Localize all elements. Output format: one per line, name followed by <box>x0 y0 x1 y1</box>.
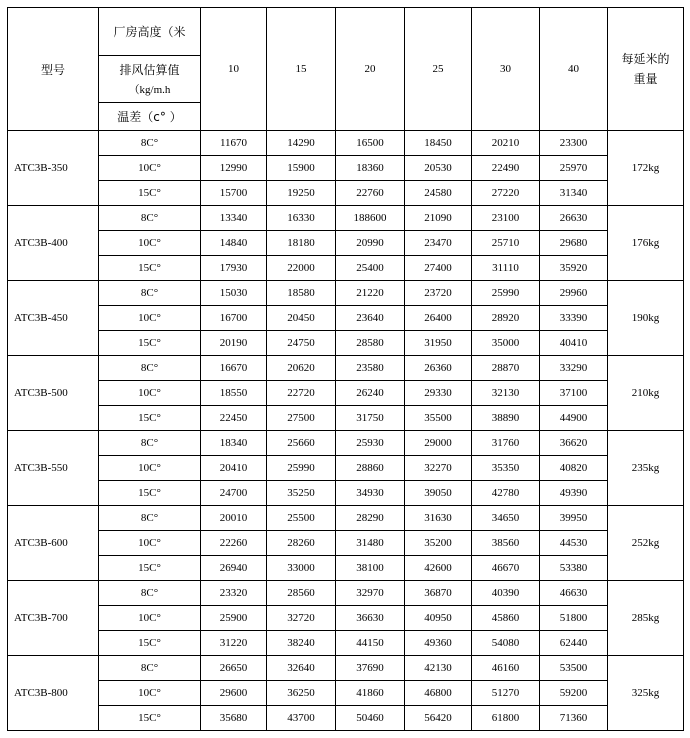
exhaust-value-cell: 15900 <box>267 156 336 181</box>
exhaust-value-cell: 45860 <box>472 606 540 631</box>
exhaust-value-cell: 28290 <box>336 506 405 531</box>
exhaust-value-cell: 56420 <box>405 706 472 731</box>
exhaust-value-cell: 28870 <box>472 356 540 381</box>
exhaust-value-cell: 46670 <box>472 556 540 581</box>
exhaust-value-cell: 22490 <box>472 156 540 181</box>
exhaust-value-cell: 20450 <box>267 306 336 331</box>
exhaust-value-cell: 27400 <box>405 256 472 281</box>
exhaust-value-cell: 22760 <box>336 181 405 206</box>
exhaust-value-cell: 62440 <box>540 631 608 656</box>
exhaust-value-cell: 25710 <box>472 231 540 256</box>
exhaust-value-cell: 35250 <box>267 481 336 506</box>
exhaust-value-cell: 14840 <box>201 231 267 256</box>
exhaust-value-cell: 26240 <box>336 381 405 406</box>
exhaust-value-cell: 49390 <box>540 481 608 506</box>
table-row <box>8 581 684 606</box>
exhaust-value-cell: 23300 <box>540 131 608 156</box>
exhaust-value-cell: 42600 <box>405 556 472 581</box>
exhaust-value-cell: 27220 <box>472 181 540 206</box>
exhaust-value-cell: 18450 <box>405 131 472 156</box>
exhaust-value-cell: 36630 <box>336 606 405 631</box>
exhaust-value-cell: 20010 <box>201 506 267 531</box>
exhaust-value-cell: 31630 <box>405 506 472 531</box>
table-row <box>8 431 684 456</box>
exhaust-value-cell: 22260 <box>201 531 267 556</box>
exhaust-value-cell: 49360 <box>405 631 472 656</box>
exhaust-value-cell: 12990 <box>201 156 267 181</box>
exhaust-value-cell: 23720 <box>405 281 472 306</box>
table-row <box>8 506 684 531</box>
exhaust-value-cell: 23580 <box>336 356 405 381</box>
exhaust-value-cell: 20190 <box>201 331 267 356</box>
exhaust-value-cell: 24750 <box>267 331 336 356</box>
temp-diff-cell: 8C° <box>99 356 201 381</box>
exhaust-value-cell: 14290 <box>267 131 336 156</box>
exhaust-value-cell: 23640 <box>336 306 405 331</box>
temp-diff-cell: 10C° <box>99 531 201 556</box>
exhaust-value-cell: 11670 <box>201 131 267 156</box>
exhaust-value-cell: 38240 <box>267 631 336 656</box>
temp-diff-cell: 8C° <box>99 581 201 606</box>
model-name-cell: ATC3B-500 <box>8 356 99 431</box>
exhaust-value-cell: 46630 <box>540 581 608 606</box>
exhaust-value-cell: 61800 <box>472 706 540 731</box>
exhaust-value-cell: 31110 <box>472 256 540 281</box>
exhaust-value-cell: 40820 <box>540 456 608 481</box>
weight-cell: 325kg <box>608 656 684 731</box>
exhaust-value-cell: 26940 <box>201 556 267 581</box>
weight-cell: 210kg <box>608 356 684 431</box>
exhaust-value-cell: 31480 <box>336 531 405 556</box>
temp-diff-cell: 10C° <box>99 306 201 331</box>
exhaust-value-cell: 29330 <box>405 381 472 406</box>
temp-diff-cell: 15C° <box>99 331 201 356</box>
table-row <box>8 706 684 731</box>
temp-diff-cell: 15C° <box>99 556 201 581</box>
exhaust-value-cell: 25970 <box>540 156 608 181</box>
exhaust-value-cell: 23100 <box>472 206 540 231</box>
exhaust-value-cell: 38560 <box>472 531 540 556</box>
exhaust-value-cell: 20530 <box>405 156 472 181</box>
exhaust-value-cell: 39050 <box>405 481 472 506</box>
exhaust-value-cell: 25990 <box>472 281 540 306</box>
exhaust-value-cell: 35500 <box>405 406 472 431</box>
exhaust-value-cell: 22450 <box>201 406 267 431</box>
exhaust-value-cell: 31760 <box>472 431 540 456</box>
weight-cell: 190kg <box>608 281 684 356</box>
table-row <box>8 606 684 631</box>
exhaust-value-cell: 29000 <box>405 431 472 456</box>
exhaust-value-cell: 44530 <box>540 531 608 556</box>
exhaust-value-cell: 51800 <box>540 606 608 631</box>
table-row <box>8 356 684 381</box>
exhaust-value-cell: 24700 <box>201 481 267 506</box>
exhaust-value-cell: 22000 <box>267 256 336 281</box>
height-header: 厂房高度（米 <box>99 8 201 56</box>
exhaust-value-cell: 20990 <box>336 231 405 256</box>
table-row <box>8 331 684 356</box>
exhaust-value-cell: 15030 <box>201 281 267 306</box>
model-header: 型号 <box>8 8 99 131</box>
temp-diff-cell: 15C° <box>99 256 201 281</box>
exhaust-value-cell: 35200 <box>405 531 472 556</box>
exhaust-value-cell: 38100 <box>336 556 405 581</box>
exhaust-value-cell: 21090 <box>405 206 472 231</box>
exhaust-value-cell: 31220 <box>201 631 267 656</box>
height-header-15: 15 <box>267 8 336 131</box>
temp-header: 温差（c° ） <box>99 103 201 131</box>
temp-diff-cell: 10C° <box>99 381 201 406</box>
exhaust-header <box>99 56 201 103</box>
exhaust-value-cell: 33390 <box>540 306 608 331</box>
table-row <box>8 381 684 406</box>
exhaust-value-cell: 35920 <box>540 256 608 281</box>
weight-cell: 252kg <box>608 506 684 581</box>
exhaust-value-cell: 42130 <box>405 656 472 681</box>
exhaust-value-cell: 34650 <box>472 506 540 531</box>
height-header-25: 25 <box>405 8 472 131</box>
exhaust-value-cell: 21220 <box>336 281 405 306</box>
exhaust-value-cell: 46160 <box>472 656 540 681</box>
exhaust-value-cell: 28560 <box>267 581 336 606</box>
exhaust-value-cell: 23470 <box>405 231 472 256</box>
model-name-cell: ATC3B-350 <box>8 131 99 206</box>
weight-header-line2: 重量 <box>633 72 658 86</box>
exhaust-value-cell: 31950 <box>405 331 472 356</box>
exhaust-value-cell: 25400 <box>336 256 405 281</box>
exhaust-value-cell: 41860 <box>336 681 405 706</box>
exhaust-value-cell: 23320 <box>201 581 267 606</box>
exhaust-value-cell: 34930 <box>336 481 405 506</box>
exhaust-value-cell: 28260 <box>267 531 336 556</box>
temp-diff-cell: 15C° <box>99 481 201 506</box>
height-header-20: 20 <box>336 8 405 131</box>
model-name-cell: ATC3B-400 <box>8 206 99 281</box>
exhaust-value-cell: 25500 <box>267 506 336 531</box>
table-row <box>8 556 684 581</box>
exhaust-value-cell: 25660 <box>267 431 336 456</box>
exhaust-value-cell: 53500 <box>540 656 608 681</box>
table-row <box>8 531 684 556</box>
temp-diff-cell: 10C° <box>99 156 201 181</box>
exhaust-value-cell: 16500 <box>336 131 405 156</box>
exhaust-value-cell: 28920 <box>472 306 540 331</box>
table-row <box>8 306 684 331</box>
temp-diff-cell: 15C° <box>99 181 201 206</box>
exhaust-value-cell: 18180 <box>267 231 336 256</box>
exhaust-value-cell: 32130 <box>472 381 540 406</box>
exhaust-value-cell: 18340 <box>201 431 267 456</box>
temp-diff-cell: 8C° <box>99 656 201 681</box>
table-row <box>8 681 684 706</box>
exhaust-value-cell: 16330 <box>267 206 336 231</box>
exhaust-value-cell: 42780 <box>472 481 540 506</box>
temp-diff-cell: 8C° <box>99 206 201 231</box>
model-name-cell: ATC3B-700 <box>8 581 99 656</box>
exhaust-header-unit: （kg/m.h <box>128 84 171 96</box>
weight-cell: 235kg <box>608 431 684 506</box>
temp-diff-cell: 8C° <box>99 131 201 156</box>
exhaust-value-cell: 29600 <box>201 681 267 706</box>
exhaust-value-cell: 28860 <box>336 456 405 481</box>
exhaust-value-cell: 22720 <box>267 381 336 406</box>
exhaust-value-cell: 19250 <box>267 181 336 206</box>
exhaust-value-cell: 38890 <box>472 406 540 431</box>
exhaust-value-cell: 54080 <box>472 631 540 656</box>
exhaust-value-cell: 18360 <box>336 156 405 181</box>
exhaust-value-cell: 24580 <box>405 181 472 206</box>
exhaust-value-cell: 39950 <box>540 506 608 531</box>
exhaust-spec-table <box>7 7 684 731</box>
exhaust-value-cell: 37690 <box>336 656 405 681</box>
height-header-40: 40 <box>540 8 608 131</box>
exhaust-value-cell: 59200 <box>540 681 608 706</box>
table-body <box>8 131 684 731</box>
exhaust-value-cell: 36620 <box>540 431 608 456</box>
weight-cell: 176kg <box>608 206 684 281</box>
exhaust-value-cell: 26630 <box>540 206 608 231</box>
exhaust-value-cell: 32970 <box>336 581 405 606</box>
exhaust-value-cell: 51270 <box>472 681 540 706</box>
exhaust-value-cell: 17930 <box>201 256 267 281</box>
exhaust-value-cell: 20210 <box>472 131 540 156</box>
exhaust-header-label: 排风估算值 <box>119 63 180 77</box>
exhaust-value-cell: 32640 <box>267 656 336 681</box>
exhaust-value-cell: 40390 <box>472 581 540 606</box>
exhaust-value-cell: 25930 <box>336 431 405 456</box>
model-name-cell: ATC3B-450 <box>8 281 99 356</box>
height-header-10: 10 <box>201 8 267 131</box>
exhaust-value-cell: 35680 <box>201 706 267 731</box>
temp-diff-cell: 10C° <box>99 456 201 481</box>
exhaust-value-cell: 31340 <box>540 181 608 206</box>
exhaust-value-cell: 53380 <box>540 556 608 581</box>
weight-cell: 172kg <box>608 131 684 206</box>
exhaust-value-cell: 36870 <box>405 581 472 606</box>
weight-header-line1: 每延米的 <box>621 52 670 66</box>
height-header-30: 30 <box>472 8 540 131</box>
exhaust-value-cell: 46800 <box>405 681 472 706</box>
exhaust-value-cell: 43700 <box>267 706 336 731</box>
exhaust-value-cell: 15700 <box>201 181 267 206</box>
exhaust-value-cell: 16700 <box>201 306 267 331</box>
temp-diff-cell: 10C° <box>99 681 201 706</box>
temp-diff-cell: 15C° <box>99 706 201 731</box>
exhaust-value-cell: 44900 <box>540 406 608 431</box>
weight-header <box>608 8 684 131</box>
table-row <box>8 656 684 681</box>
exhaust-value-cell: 40410 <box>540 331 608 356</box>
exhaust-value-cell: 36250 <box>267 681 336 706</box>
exhaust-value-cell: 26360 <box>405 356 472 381</box>
exhaust-value-cell: 16670 <box>201 356 267 381</box>
table-row <box>8 456 684 481</box>
table-row <box>8 631 684 656</box>
exhaust-value-cell: 32720 <box>267 606 336 631</box>
table-row <box>8 231 684 256</box>
table-row <box>8 131 684 156</box>
table-row <box>8 256 684 281</box>
exhaust-value-cell: 28580 <box>336 331 405 356</box>
exhaust-value-cell: 32270 <box>405 456 472 481</box>
exhaust-value-cell: 20410 <box>201 456 267 481</box>
exhaust-value-cell: 29960 <box>540 281 608 306</box>
exhaust-value-cell: 40950 <box>405 606 472 631</box>
weight-cell: 285kg <box>608 581 684 656</box>
exhaust-value-cell: 31750 <box>336 406 405 431</box>
model-name-cell: ATC3B-550 <box>8 431 99 506</box>
temp-diff-cell: 15C° <box>99 406 201 431</box>
temp-diff-cell: 10C° <box>99 231 201 256</box>
exhaust-value-cell: 71360 <box>540 706 608 731</box>
exhaust-value-cell: 25990 <box>267 456 336 481</box>
table-row <box>8 281 684 306</box>
exhaust-value-cell: 20620 <box>267 356 336 381</box>
temp-diff-cell: 15C° <box>99 631 201 656</box>
exhaust-value-cell: 35000 <box>472 331 540 356</box>
temp-diff-cell: 8C° <box>99 506 201 531</box>
exhaust-value-cell: 25900 <box>201 606 267 631</box>
table-row <box>8 206 684 231</box>
exhaust-value-cell: 33000 <box>267 556 336 581</box>
model-name-cell: ATC3B-600 <box>8 506 99 581</box>
exhaust-value-cell: 13340 <box>201 206 267 231</box>
table-row <box>8 481 684 506</box>
model-name-cell: ATC3B-800 <box>8 656 99 731</box>
exhaust-value-cell: 18580 <box>267 281 336 306</box>
exhaust-value-cell: 18550 <box>201 381 267 406</box>
table-row <box>8 406 684 431</box>
exhaust-value-cell: 26650 <box>201 656 267 681</box>
exhaust-value-cell: 29680 <box>540 231 608 256</box>
exhaust-value-cell: 33290 <box>540 356 608 381</box>
exhaust-value-cell: 188600 <box>336 206 405 231</box>
exhaust-value-cell: 44150 <box>336 631 405 656</box>
exhaust-value-cell: 26400 <box>405 306 472 331</box>
exhaust-value-cell: 37100 <box>540 381 608 406</box>
table-row <box>8 181 684 206</box>
exhaust-value-cell: 35350 <box>472 456 540 481</box>
exhaust-value-cell: 50460 <box>336 706 405 731</box>
temp-diff-cell: 8C° <box>99 281 201 306</box>
temp-diff-cell: 8C° <box>99 431 201 456</box>
exhaust-value-cell: 27500 <box>267 406 336 431</box>
table-row <box>8 156 684 181</box>
temp-diff-cell: 10C° <box>99 606 201 631</box>
